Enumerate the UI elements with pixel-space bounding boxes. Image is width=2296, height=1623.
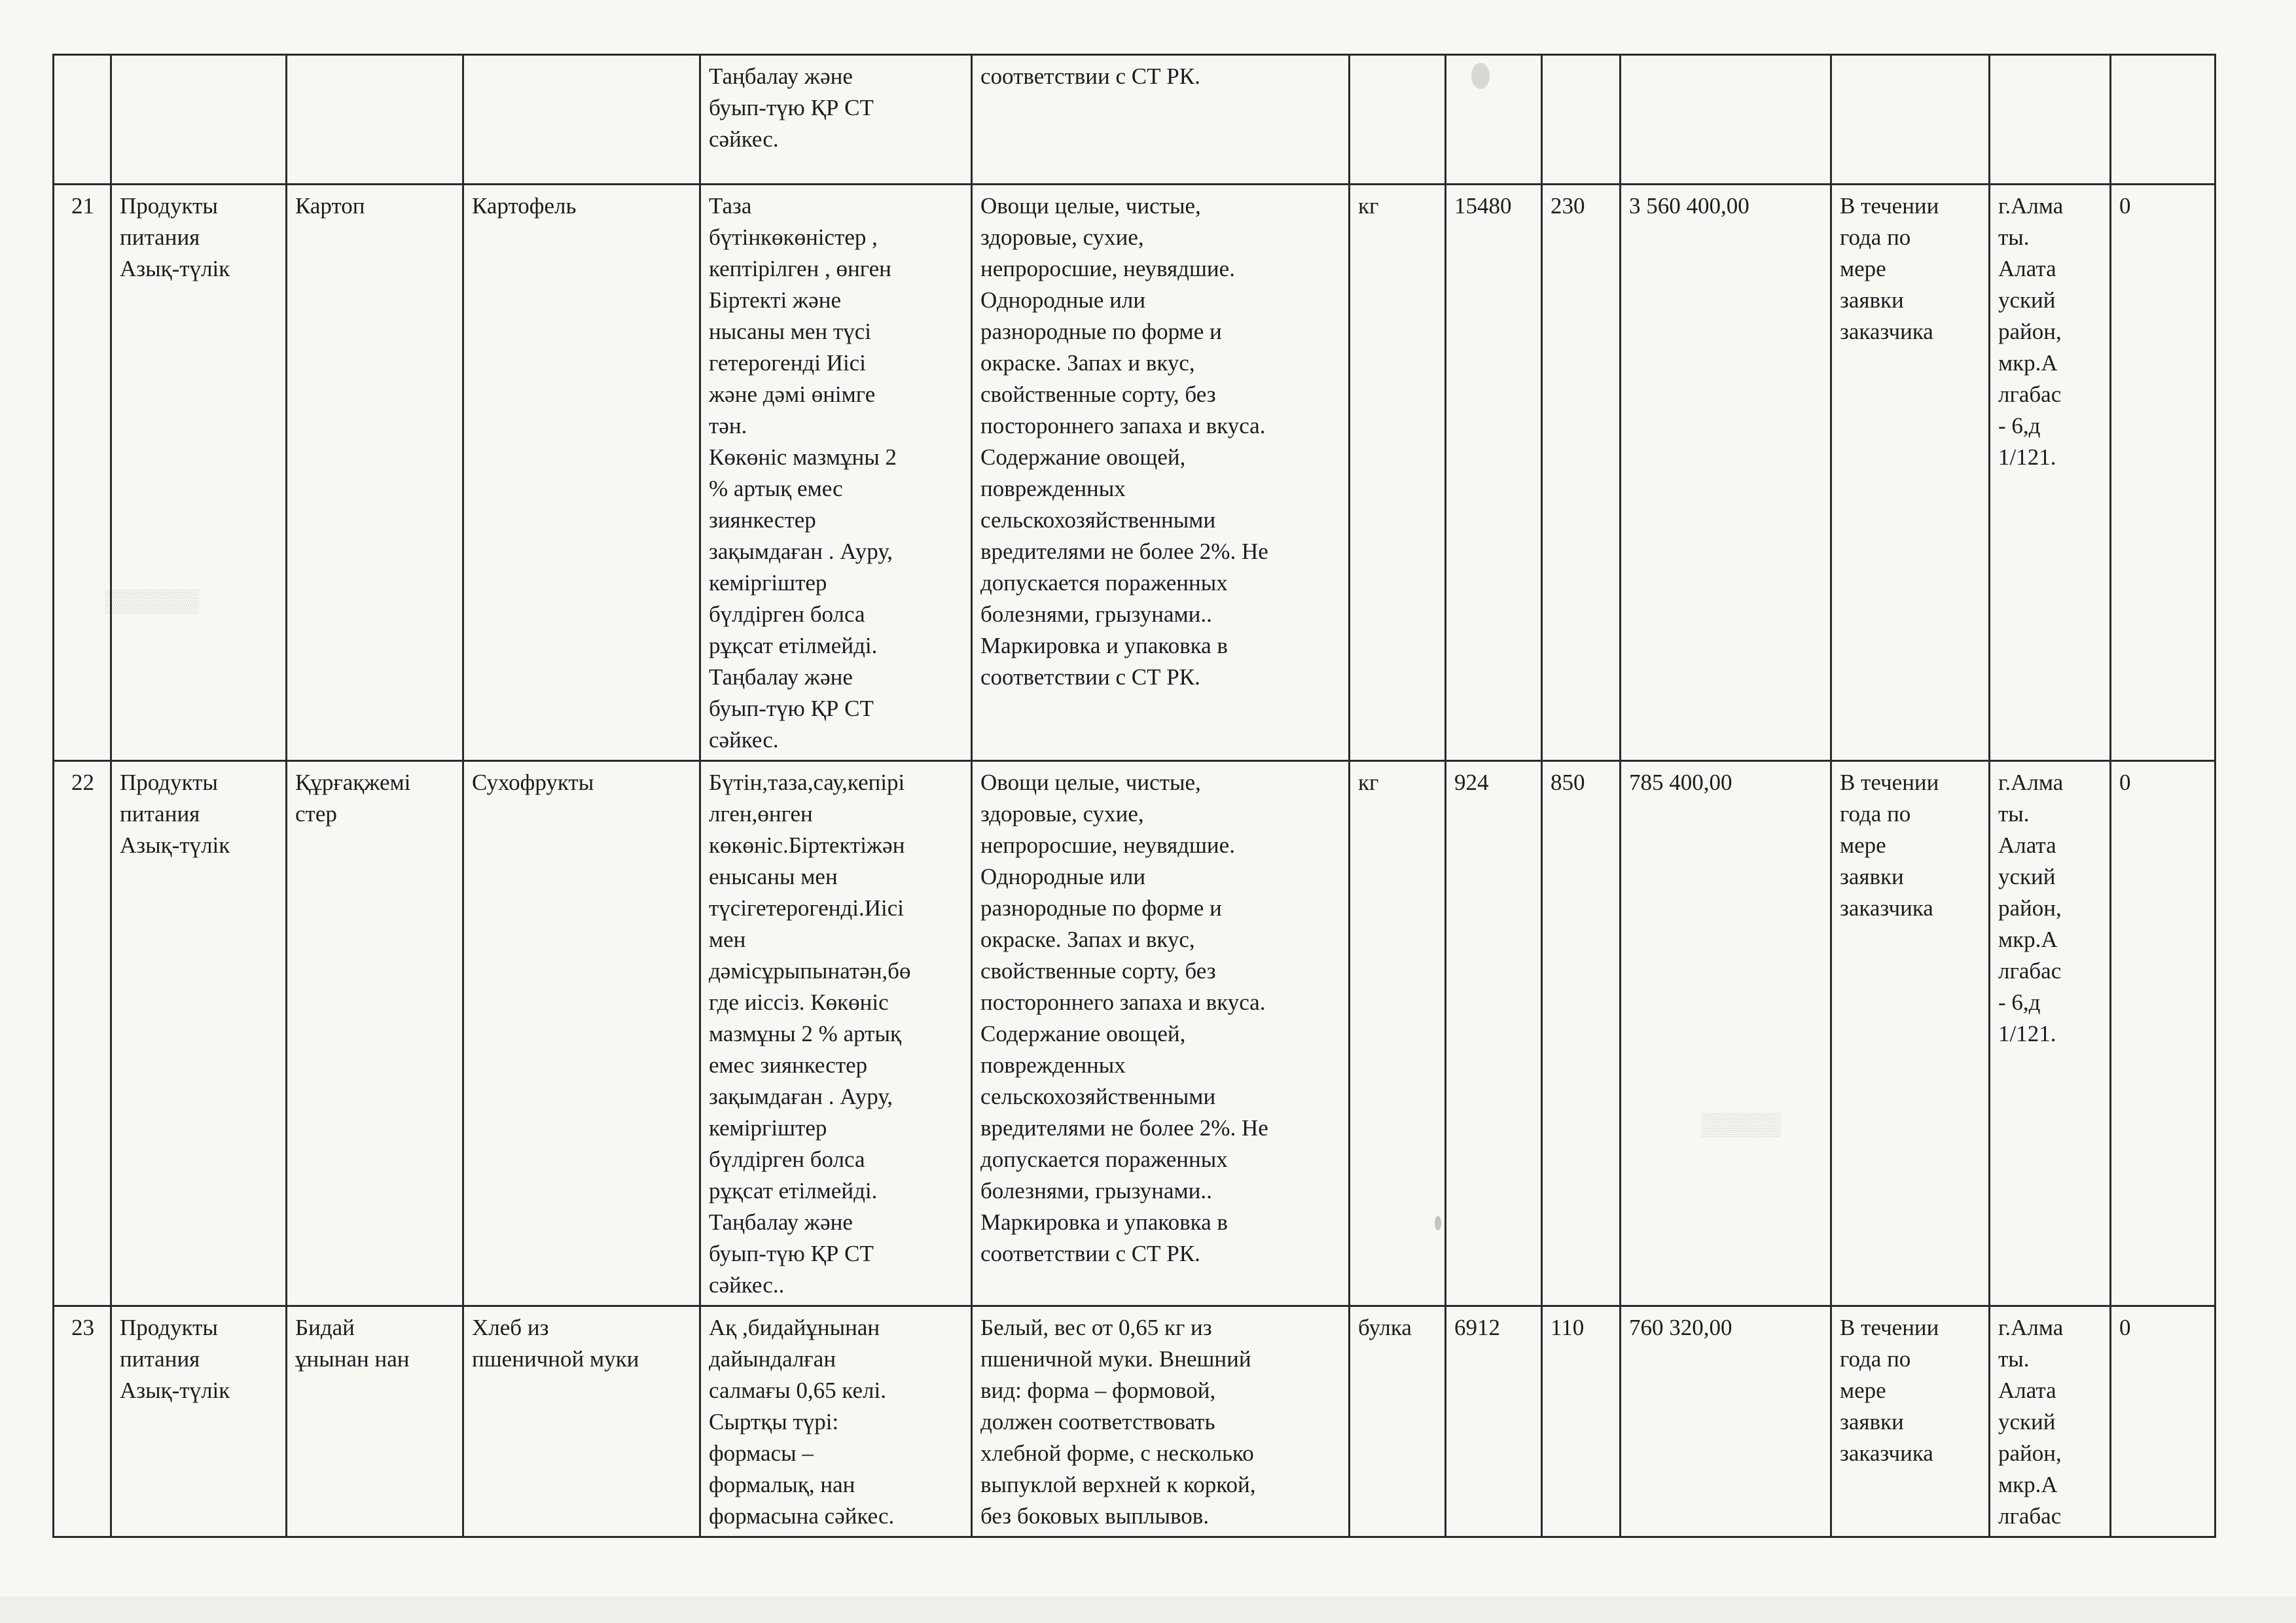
cell-desc-ru: Овощи целые, чистые, здоровые, сухие, непроросшие, неувядшие. Однородные или разнородные по форме и окраске. Запах и вкус, свойственные сорту, без постороннего запаха и вкуса. Содержание овощей, поврежденных сельскохозяйственными вредителями не более 2%. Не допускается пораженных болезнями, грызунами.. Маркировка и упаковка в соответствии с СТ РК. xyxy=(972,761,1350,1306)
cell-no xyxy=(54,55,111,185)
cell-term: В течении года по мере заявки заказчика xyxy=(1831,185,1990,761)
cell-sum: 785 400,00 xyxy=(1621,761,1831,1306)
cell-no: 22 xyxy=(54,761,111,1306)
cell-sum: 760 320,00 xyxy=(1621,1306,1831,1537)
cell-qty: 6912 xyxy=(1446,1306,1542,1537)
cell-unit: булка xyxy=(1350,1306,1446,1537)
cell-desc-ru: соответствии с СТ РК. xyxy=(972,55,1350,185)
cell-category: Продукты питания Азық-түлік xyxy=(111,185,287,761)
cell-qty xyxy=(1446,55,1542,185)
cell-desc-ru: Овощи целые, чистые, здоровые, сухие, непроросшие, неувядшие. Однородные или разнородные по форме и окраске. Запах и вкус, свойственные сорту, без постороннего запаха и вкуса. Содержание овощей, поврежденных сельскохозяйственными вредителями не более 2%. Не допускается пораженных болезнями, грызунами.. Маркировка и упаковка в соответствии с СТ РК. xyxy=(972,185,1350,761)
cell-desc-kz: Таңбалау және буып-түю ҚР СТ сәйкес. xyxy=(700,55,972,185)
cell-name-kz: Картоп xyxy=(287,185,463,761)
cell-place xyxy=(1990,55,2111,185)
cell-qty: 924 xyxy=(1446,761,1542,1306)
cell-no: 21 xyxy=(54,185,111,761)
show-through: ▒▒▒▒▒▒ xyxy=(105,589,200,613)
cell-sum: 3 560 400,00 xyxy=(1621,185,1831,761)
table-row xyxy=(54,761,2215,1306)
cell-term xyxy=(1831,55,1990,185)
cell-desc-kz: Бүтін,таза,сау,кепірі лген,өнген көкөніс.Біртектіжән енысаны мен түсігетерогенді.Иісі мен дәмісұрыпынатән,бө где иіссіз. Көкөніс мазмұны 2 % артық емес зиянкестер зақымдаған . Ауру, кеміргіштер бүлдірген болса рұқсат етілмейді. Таңбалау және буып-түю ҚР СТ сәйкес.. xyxy=(700,761,972,1306)
cell-advance: 0 xyxy=(2111,185,2215,761)
cell-term: В течении года по мере заявки заказчика xyxy=(1831,1306,1990,1537)
cell-advance: 0 xyxy=(2111,761,2215,1306)
spec-table xyxy=(52,54,2216,1538)
cell-advance: 0 xyxy=(2111,1306,2215,1537)
cell-category xyxy=(111,55,287,185)
cell-price xyxy=(1542,55,1621,185)
table-row xyxy=(54,185,2215,761)
cell-desc-kz: Ақ ,бидайұнынан дайындалған салмағы 0,65 келі. Сыртқы түрі: формасы – формалық, нан формасына сәйкес. xyxy=(700,1306,972,1537)
cell-unit: кг xyxy=(1350,185,1446,761)
cell-name-kz: Құрғақжемі стер xyxy=(287,761,463,1306)
cell-name-kz: Бидай ұнынан нан xyxy=(287,1306,463,1537)
cell-place: г.Алма ты. Алата уский район, мкр.А лгабас - 6,д 1/121. xyxy=(1990,761,2111,1306)
cell-desc-ru: Белый, вес от 0,65 кг из пшеничной муки. Внешний вид: форма – формовой, должен соответствовать хлебной форме, с несколько выпуклой верхней к коркой, без боковых выплывов. xyxy=(972,1306,1350,1537)
cell-desc-kz: Таза бүтінкөкөністер , кептірілген , өнген Біртекті және нысаны мен түсі гетерогенді Иісі және дәмі өнімге тән. Көкөніс мазмұны 2 % артық емес зиянкестер зақымдаған . Ауру, кеміргіштер бүлдірген болса рұқсат етілмейді. Таңбалау және буып-түю ҚР СТ сәйкес. xyxy=(700,185,972,761)
cell-category: Продукты питания Азық-түлік xyxy=(111,761,287,1306)
cell-name-kz xyxy=(287,55,463,185)
scan-edge xyxy=(0,1597,2296,1623)
cell-advance xyxy=(2111,55,2215,185)
cell-category: Продукты питания Азық-түлік xyxy=(111,1306,287,1537)
cell-place: г.Алма ты. Алата уский район, мкр.А лгабас - 6,д 1/121. xyxy=(1990,185,2111,761)
cell-name-ru: Сухофрукты xyxy=(463,761,700,1306)
cell-price: 110 xyxy=(1542,1306,1621,1537)
cell-term: В течении года по мере заявки заказчика xyxy=(1831,761,1990,1306)
table-row xyxy=(54,55,2215,185)
cell-price: 850 xyxy=(1542,761,1621,1306)
cell-qty: 15480 xyxy=(1446,185,1542,761)
cell-sum xyxy=(1621,55,1831,185)
show-through: ▒▒▒▒▒ xyxy=(1702,1113,1781,1137)
cell-name-ru: Картофель xyxy=(463,185,700,761)
cell-name-ru: Хлеб из пшеничной муки xyxy=(463,1306,700,1537)
cell-unit xyxy=(1350,55,1446,185)
cell-no: 23 xyxy=(54,1306,111,1537)
table-row xyxy=(54,1306,2215,1537)
cell-unit: кг xyxy=(1350,761,1446,1306)
cell-place: г.Алма ты. Алата уский район, мкр.А лгабас xyxy=(1990,1306,2111,1537)
cell-price: 230 xyxy=(1542,185,1621,761)
cell-name-ru xyxy=(463,55,700,185)
